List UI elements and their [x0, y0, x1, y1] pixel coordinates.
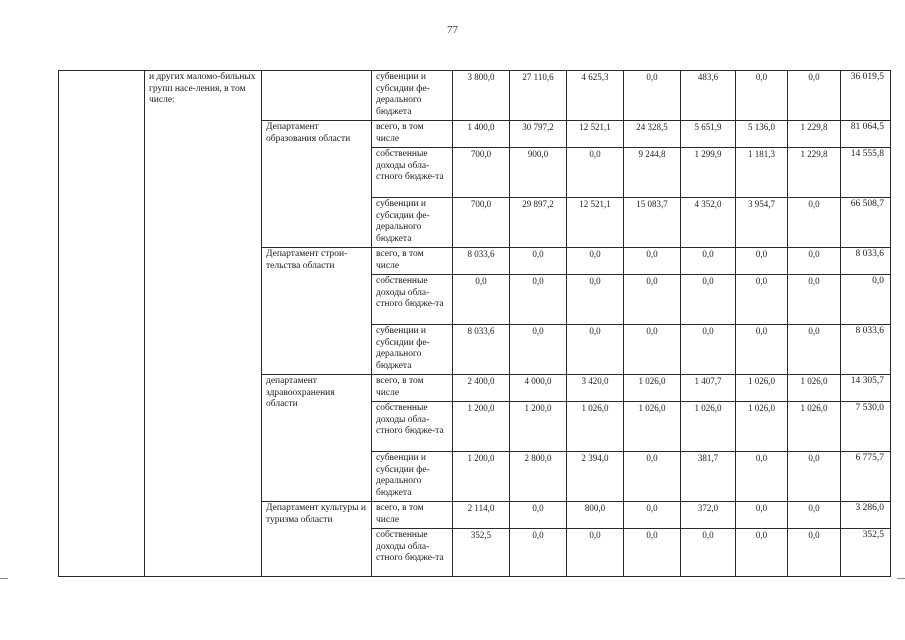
- row-number-cell: [59, 71, 145, 577]
- source-cell: собственные доходы обла-стного бюдже-та: [372, 402, 453, 452]
- value-cell: 30 797,2: [510, 121, 567, 148]
- source-cell: собственные доходы обла-стного бюдже-та: [372, 148, 453, 198]
- value-cell: 1 299,9: [681, 148, 736, 198]
- value-cell: 2 114,0: [453, 502, 510, 529]
- value-cell: 5 651,9: [681, 121, 736, 148]
- value-cell: 8 033,6: [453, 325, 510, 375]
- value-cell: 1 229,8: [788, 121, 841, 148]
- department-cell: Департамент образования области: [262, 121, 372, 248]
- value-cell: 9 244,8: [624, 148, 681, 198]
- source-cell: субвенции и субсидии фе-дерального бюджета: [372, 452, 453, 502]
- source-cell: всего, в том числе: [372, 248, 453, 275]
- department-cell: Департамент строи-тельства области: [262, 248, 372, 375]
- value-cell: 1 200,0: [510, 402, 567, 452]
- value-cell: 1 026,0: [624, 375, 681, 402]
- total-cell: 7 530,0: [841, 402, 891, 452]
- program-cell: и других маломо-бильных групп насе-ления, в том числе:: [145, 71, 262, 577]
- value-cell: 0,0: [624, 502, 681, 529]
- value-cell: 0,0: [567, 248, 624, 275]
- value-cell: 0,0: [624, 248, 681, 275]
- department-cell: Департамент культуры и туризма области: [262, 502, 372, 577]
- value-cell: 0,0: [624, 452, 681, 502]
- value-cell: 483,6: [681, 71, 736, 121]
- budget-table: [58, 70, 891, 577]
- total-cell: 14 305,7: [841, 375, 891, 402]
- source-cell: всего, в том числе: [372, 121, 453, 148]
- value-cell: 381,7: [681, 452, 736, 502]
- total-cell: 6 775,7: [841, 452, 891, 502]
- page-number: 77: [447, 24, 458, 36]
- value-cell: 0,0: [567, 325, 624, 375]
- value-cell: 1 026,0: [624, 402, 681, 452]
- value-cell: 1 229,8: [788, 148, 841, 198]
- source-cell: субвенции и субсидии фе-дерального бюджета: [372, 71, 453, 121]
- value-cell: 0,0: [736, 529, 788, 577]
- value-cell: 2 394,0: [567, 452, 624, 502]
- total-cell: 3 286,0: [841, 502, 891, 529]
- value-cell: 3 954,7: [736, 198, 788, 248]
- value-cell: 0,0: [736, 502, 788, 529]
- value-cell: 15 083,7: [624, 198, 681, 248]
- value-cell: 0,0: [681, 275, 736, 325]
- value-cell: 29 897,2: [510, 198, 567, 248]
- value-cell: 1 181,3: [736, 148, 788, 198]
- value-cell: 8 033,6: [453, 248, 510, 275]
- value-cell: 0,0: [681, 248, 736, 275]
- value-cell: 2 400,0: [453, 375, 510, 402]
- table-body: [59, 71, 891, 577]
- value-cell: 3 800,0: [453, 71, 510, 121]
- value-cell: 0,0: [788, 325, 841, 375]
- source-cell: всего, в том числе: [372, 375, 453, 402]
- value-cell: 1 400,0: [453, 121, 510, 148]
- left-edge-mark: [0, 578, 8, 579]
- total-cell: 352,5: [841, 529, 891, 577]
- total-cell: 8 033,6: [841, 325, 891, 375]
- value-cell: 1 026,0: [788, 375, 841, 402]
- value-cell: 0,0: [567, 529, 624, 577]
- total-cell: 81 064,5: [841, 121, 891, 148]
- total-cell: 36 019,5: [841, 71, 891, 121]
- value-cell: 1 026,0: [567, 402, 624, 452]
- value-cell: 0,0: [736, 248, 788, 275]
- value-cell: 0,0: [453, 275, 510, 325]
- value-cell: 0,0: [681, 325, 736, 375]
- value-cell: 0,0: [624, 275, 681, 325]
- value-cell: 0,0: [624, 325, 681, 375]
- value-cell: 1 026,0: [681, 402, 736, 452]
- value-cell: 0,0: [510, 275, 567, 325]
- value-cell: 12 521,1: [567, 121, 624, 148]
- source-cell: всего, в том числе: [372, 502, 453, 529]
- total-cell: 14 555,8: [841, 148, 891, 198]
- table-row: [59, 71, 891, 121]
- value-cell: 0,0: [567, 148, 624, 198]
- value-cell: 1 026,0: [736, 402, 788, 452]
- value-cell: 0,0: [736, 71, 788, 121]
- value-cell: 1 026,0: [788, 402, 841, 452]
- value-cell: 12 521,1: [567, 198, 624, 248]
- source-cell: субвенции и субсидии фе-дерального бюджета: [372, 198, 453, 248]
- value-cell: 0,0: [510, 248, 567, 275]
- value-cell: 900,0: [510, 148, 567, 198]
- value-cell: 352,5: [453, 529, 510, 577]
- value-cell: 0,0: [788, 452, 841, 502]
- value-cell: 0,0: [788, 529, 841, 577]
- value-cell: 0,0: [510, 502, 567, 529]
- department-cell: [262, 71, 372, 121]
- total-cell: 66 508,7: [841, 198, 891, 248]
- value-cell: 4 000,0: [510, 375, 567, 402]
- value-cell: 0,0: [510, 325, 567, 375]
- value-cell: 0,0: [681, 529, 736, 577]
- value-cell: 0,0: [788, 248, 841, 275]
- right-edge-mark: [897, 578, 905, 579]
- total-cell: 8 033,6: [841, 248, 891, 275]
- value-cell: 0,0: [788, 71, 841, 121]
- value-cell: 0,0: [736, 275, 788, 325]
- value-cell: 1 407,7: [681, 375, 736, 402]
- value-cell: 1 200,0: [453, 402, 510, 452]
- department-cell: департамент здравоохранения области: [262, 375, 372, 502]
- value-cell: 0,0: [510, 529, 567, 577]
- value-cell: 0,0: [736, 325, 788, 375]
- source-cell: собственные доходы обла-стного бюдже-та: [372, 275, 453, 325]
- value-cell: 800,0: [567, 502, 624, 529]
- value-cell: 0,0: [788, 275, 841, 325]
- value-cell: 700,0: [453, 198, 510, 248]
- total-cell: 0,0: [841, 275, 891, 325]
- value-cell: 0,0: [624, 529, 681, 577]
- value-cell: 1 026,0: [736, 375, 788, 402]
- value-cell: 4 352,0: [681, 198, 736, 248]
- value-cell: 0,0: [736, 452, 788, 502]
- value-cell: 372,0: [681, 502, 736, 529]
- value-cell: 24 328,5: [624, 121, 681, 148]
- source-cell: субвенции и субсидии фе-дерального бюджета: [372, 325, 453, 375]
- value-cell: 0,0: [788, 502, 841, 529]
- value-cell: 1 200,0: [453, 452, 510, 502]
- value-cell: 2 800,0: [510, 452, 567, 502]
- value-cell: 0,0: [624, 71, 681, 121]
- source-cell: собственные доходы обла-стного бюдже-та: [372, 529, 453, 577]
- value-cell: 27 110,6: [510, 71, 567, 121]
- value-cell: 3 420,0: [567, 375, 624, 402]
- value-cell: 0,0: [788, 198, 841, 248]
- value-cell: 0,0: [567, 275, 624, 325]
- value-cell: 5 136,0: [736, 121, 788, 148]
- value-cell: 4 625,3: [567, 71, 624, 121]
- value-cell: 700,0: [453, 148, 510, 198]
